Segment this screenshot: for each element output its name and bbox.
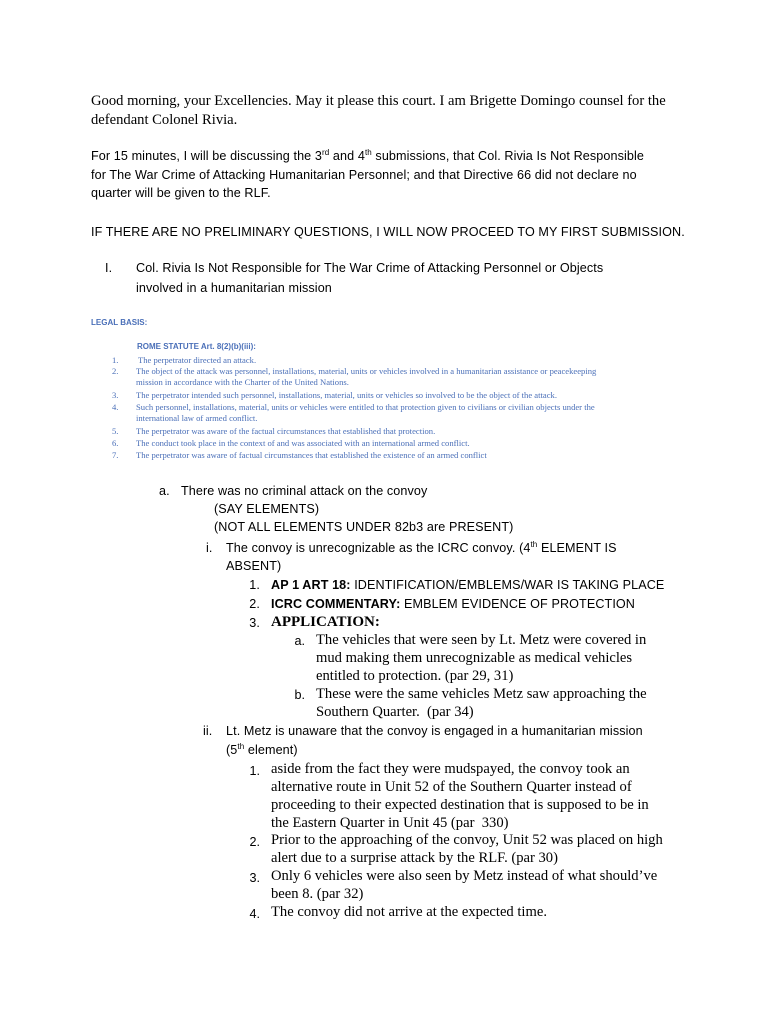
section-numeral: I. — [105, 261, 113, 275]
statute-heading: ROME STATUTE Art. 8(2)(b)(iii): — [137, 342, 256, 351]
item-label: ICRC COMMENTARY: — [271, 597, 401, 611]
sub-point-text-part: ELEMENT IS — [537, 541, 617, 555]
element-text: The conduct took place in the context of and was associated with an international armed conflict. — [136, 438, 470, 448]
element-text-line: international law of armed conflict. — [136, 413, 258, 423]
item-number: 2. — [249, 597, 260, 611]
item-number: 3. — [249, 616, 260, 630]
sub-point-text: ABSENT) — [226, 559, 282, 573]
item-text — [271, 760, 649, 832]
application-label: b. — [294, 688, 305, 702]
application-heading — [271, 612, 380, 632]
element-number: 4. — [112, 402, 119, 412]
intro-paragraph — [91, 92, 691, 130]
submissions-line: quarter will be given to the RLF. — [91, 186, 271, 200]
application-line: The vehicles that were seen by Lt. Metz were covered in — [316, 632, 647, 648]
intro-line: defendant Colonel Rivia. — [91, 112, 238, 128]
application-line: Southern Quarter. (par 34) — [316, 704, 474, 720]
element-text: The perpetrator was aware of factual circumstances that established the existence of an armed conflict — [136, 450, 487, 460]
sub-point-label: i. — [206, 541, 213, 555]
item-rest: IDENTIFICATION/EMBLEMS/WAR IS TAKING PLACE — [350, 578, 665, 592]
item-number: 4. — [249, 907, 260, 921]
item-rest: EMBLEM EVIDENCE OF PROTECTION — [400, 597, 636, 611]
ordinal-suffix: th — [364, 147, 372, 157]
sub-point-text-part: element) — [244, 743, 298, 757]
ordinal-suffix: th — [237, 741, 245, 751]
point-a-text: There was no criminal attack on the convoy — [181, 484, 428, 498]
section-title-line: involved in a humanitarian mission — [136, 281, 332, 295]
application-text — [316, 685, 647, 721]
element-text — [136, 402, 692, 424]
application-text — [316, 631, 646, 685]
item-line: been 8. (par 32) — [271, 886, 364, 902]
point-a-note: (NOT ALL ELEMENTS UNDER 82b3 are PRESENT) — [214, 520, 514, 534]
ordinal-suffix: rd — [322, 147, 330, 157]
submissions-paragraph — [91, 147, 691, 203]
item-line: Prior to the approaching of the convoy, Unit 52 was placed on high — [271, 832, 663, 848]
element-text: The perpetrator directed an attack. — [136, 355, 257, 365]
element-text: The perpetrator intended such personnel, installations, material, units or vehicles so involved to be the object of the attack. — [136, 390, 557, 400]
legal-basis-label: LEGAL BASIS: — [91, 318, 148, 327]
submissions-text: submissions, that Col. Rivia Is Not Responsible — [371, 149, 645, 163]
point-a-label: a. — [159, 484, 170, 498]
element-number: 2. — [112, 366, 119, 376]
item-number: 1. — [249, 578, 260, 592]
item-text — [271, 595, 635, 614]
item-line: Only 6 vehicles were also seen by Metz instead of what should’ve — [271, 868, 658, 884]
element-text-line: Such personnel, installations, material, units or vehicles were entitled to that protection given to civilians or civilian objects under the — [136, 402, 595, 412]
item-line: The convoy did not arrive at the expected time. — [271, 904, 547, 920]
submissions-text: and 4 — [329, 149, 365, 163]
submissions-text: For 15 minutes, I will be discussing the 3 — [91, 149, 322, 163]
preliminary-statement: IF THERE ARE NO PRELIMINARY QUESTIONS, I WILL NOW PROCEED TO MY FIRST SUBMISSION. — [91, 225, 685, 239]
application-line: entitled to protection. (par 29, 31) — [316, 668, 514, 684]
item-line: aside from the fact they were mudspayed, the convoy took an — [271, 761, 630, 777]
ordinal-suffix: th — [530, 539, 538, 549]
sub-point-text — [226, 741, 298, 760]
submissions-line — [91, 147, 691, 166]
element-number: 3. — [112, 390, 119, 400]
item-number: 2. — [249, 835, 260, 849]
item-number: 1. — [249, 764, 260, 778]
submissions-line: for The War Crime of Attacking Humanitarian Personnel; and that Directive 66 did not declare no — [91, 167, 637, 182]
item-text — [271, 903, 547, 921]
item-text — [271, 867, 657, 903]
element-text: The perpetrator was aware of the factual circumstances that established that protection. — [136, 426, 436, 436]
point-a-note: (SAY ELEMENTS) — [214, 502, 320, 516]
application-line: These were the same vehicles Metz saw approaching the — [316, 686, 647, 702]
item-line: the Eastern Quarter in Unit 45 (par 330) — [271, 815, 509, 831]
item-text — [271, 576, 664, 595]
element-number: 6. — [112, 438, 119, 448]
sub-point-label: ii. — [203, 724, 213, 738]
element-text-line: The object of the attack was personnel, installations, material, units or vehicles involved in a humanitarian assistance or peacekeeping — [136, 366, 597, 376]
element-number: 7. — [112, 450, 119, 460]
element-number: 5. — [112, 426, 119, 436]
item-line: alternative route in Unit 52 of the Southern Quarter instead of — [271, 779, 632, 795]
element-number: 1. — [112, 355, 119, 365]
sub-point-text: Lt. Metz is unaware that the convoy is engaged in a humanitarian mission — [226, 724, 643, 738]
sub-point-text-part: (5 — [226, 743, 238, 757]
application-label: a. — [294, 634, 305, 648]
section-title-line: Col. Rivia Is Not Responsible for The War Crime of Attacking Personnel or Objects — [136, 261, 604, 275]
element-text-line: mission in accordance with the Charter of the United Nations. — [136, 377, 349, 387]
item-line: alert due to a surprise attack by the RLF. (par 30) — [271, 850, 558, 866]
item-label: APPLICATION: — [271, 614, 380, 630]
item-number: 3. — [249, 871, 260, 885]
item-line: proceeding to their expected destination that is supposed to be in — [271, 797, 649, 813]
sub-point-text — [226, 539, 617, 558]
item-text — [271, 831, 663, 867]
intro-line: Good morning, your Excellencies. May it please this court. I am Brigette Domingo counsel for the — [91, 93, 666, 109]
application-line: mud making them unrecognizable as medical vehicles — [316, 650, 633, 666]
item-label: AP 1 ART 18: — [271, 578, 351, 592]
element-text — [136, 366, 692, 388]
sub-point-text-part: The convoy is unrecognizable as the ICRC convoy. (4 — [226, 541, 531, 555]
